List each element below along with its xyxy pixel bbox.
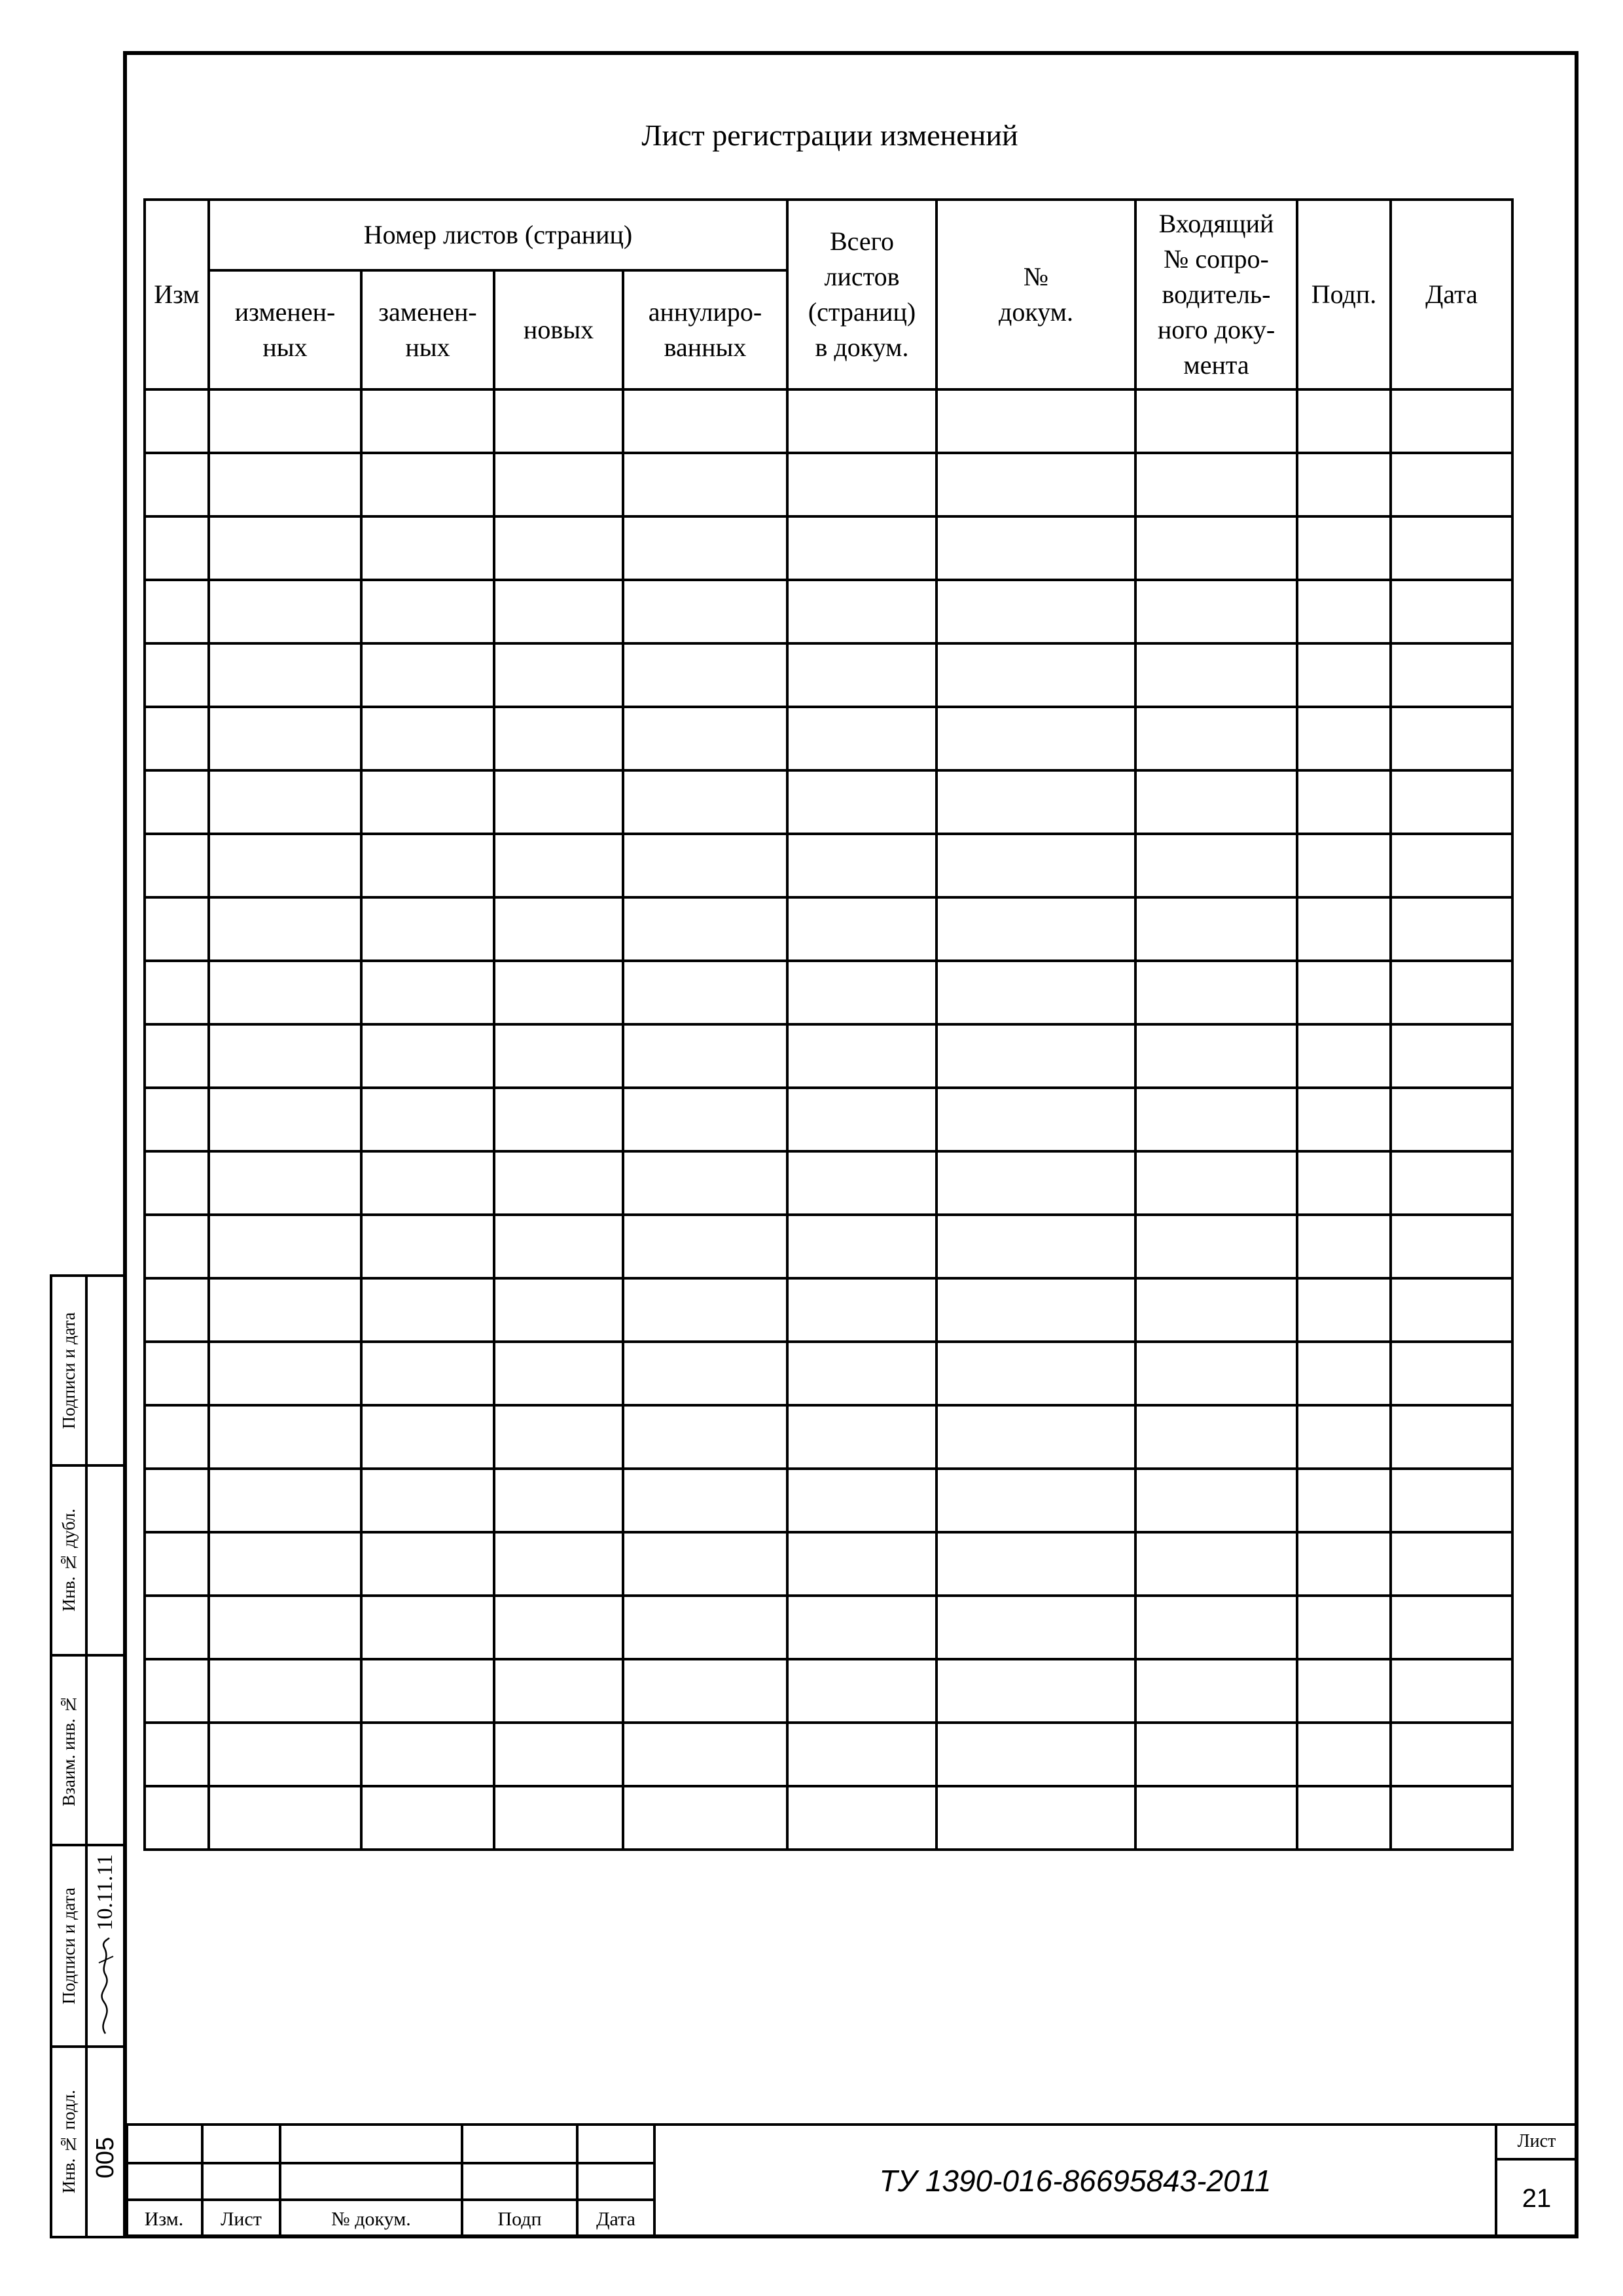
table-cell	[936, 1278, 1135, 1342]
header-changed: изменен-ных	[209, 270, 361, 389]
table-row	[145, 1659, 1512, 1723]
table-cell	[1297, 1659, 1391, 1723]
table-cell	[1135, 1532, 1297, 1596]
table-cell	[1297, 516, 1391, 580]
table-cell	[1391, 1151, 1512, 1215]
table-cell	[209, 1659, 361, 1723]
tb-label-sign: Подп	[497, 2208, 542, 2230]
table-cell	[361, 1278, 494, 1342]
table-cell	[209, 1786, 361, 1850]
table-cell	[787, 1723, 936, 1786]
table-cell	[1297, 897, 1391, 961]
table-cell	[1391, 1024, 1512, 1088]
table-cell	[145, 1088, 209, 1151]
table-cell	[787, 516, 936, 580]
table-cell	[209, 1215, 361, 1278]
table-cell	[145, 1723, 209, 1786]
table-cell	[145, 1786, 209, 1850]
table-cell	[145, 1596, 209, 1659]
header-izm: Изм	[145, 200, 209, 389]
table-cell	[1297, 961, 1391, 1024]
strip-label-mutual-inv: Взаим. инв. №	[50, 1654, 88, 1846]
table-cell	[1391, 580, 1512, 643]
table-cell	[1391, 453, 1512, 516]
table-cell	[1297, 1786, 1391, 1850]
table-cell	[209, 453, 361, 516]
table-cell	[936, 1024, 1135, 1088]
table-cell	[1297, 389, 1391, 453]
strip-value-orig-inv	[85, 2045, 126, 2238]
table-cell	[1297, 1469, 1391, 1532]
table-cell	[209, 1024, 361, 1088]
table-cell	[787, 1151, 936, 1215]
table-cell	[209, 1151, 361, 1215]
table-cell	[494, 1723, 623, 1786]
table-cell	[787, 453, 936, 516]
table-cell	[209, 580, 361, 643]
table-cell	[145, 897, 209, 961]
table-cell	[623, 389, 787, 453]
header-incoming-doc: Входящий № сопро-водитель-ного доку-мента	[1135, 200, 1297, 389]
table-cell	[361, 580, 494, 643]
table-cell	[361, 389, 494, 453]
table-cell	[1391, 961, 1512, 1024]
table-cell	[623, 1278, 787, 1342]
table-cell	[787, 770, 936, 834]
strip-value-mutual-inv	[85, 1654, 126, 1846]
table-cell	[494, 1405, 623, 1469]
table-row	[145, 1151, 1512, 1215]
table-cell	[936, 897, 1135, 961]
table-cell	[1135, 707, 1297, 770]
strip-label-sign-date-2: Подписи и дата	[50, 1844, 88, 2048]
table-row	[145, 1469, 1512, 1532]
table-cell	[361, 1088, 494, 1151]
change-registration-table	[143, 198, 1514, 1851]
table-cell	[494, 1532, 623, 1596]
table-cell	[494, 834, 623, 897]
table-cell	[1135, 516, 1297, 580]
table-cell	[787, 897, 936, 961]
header-sheet-numbers: Номер листов (страниц)	[209, 200, 787, 270]
table-cell	[209, 770, 361, 834]
table-cell	[145, 1469, 209, 1532]
table-cell	[209, 389, 361, 453]
table-cell	[494, 1596, 623, 1659]
table-cell	[1297, 643, 1391, 707]
table-cell	[787, 1278, 936, 1342]
table-cell	[494, 1786, 623, 1850]
table-cell	[936, 516, 1135, 580]
table-cell	[936, 389, 1135, 453]
table-cell	[936, 1469, 1135, 1532]
table-cell	[1391, 1215, 1512, 1278]
table-cell	[1135, 389, 1297, 453]
table-cell	[1135, 1659, 1297, 1723]
table-cell	[1391, 834, 1512, 897]
table-row	[145, 770, 1512, 834]
table-cell	[209, 516, 361, 580]
table-cell	[209, 707, 361, 770]
table-cell	[936, 643, 1135, 707]
header-total-sheets: Всего листов (страниц) в докум.	[787, 200, 936, 389]
table-cell	[936, 1215, 1135, 1278]
table-cell	[145, 1532, 209, 1596]
table-cell	[494, 1278, 623, 1342]
table-row	[145, 834, 1512, 897]
table-cell	[361, 1024, 494, 1088]
table-cell	[1297, 1088, 1391, 1151]
table-cell	[623, 1215, 787, 1278]
table-cell	[787, 1405, 936, 1469]
table-cell	[145, 1151, 209, 1215]
table-cell	[623, 1532, 787, 1596]
table-cell	[145, 516, 209, 580]
inv-number-value: 005	[91, 2137, 119, 2179]
table-cell	[1297, 1723, 1391, 1786]
table-cell	[787, 1342, 936, 1405]
table-cell	[787, 1215, 936, 1278]
table-cell	[145, 1405, 209, 1469]
header-replaced: заменен-ных	[361, 270, 494, 389]
table-row	[145, 707, 1512, 770]
table-cell	[1135, 1024, 1297, 1088]
table-cell	[494, 389, 623, 453]
table-cell	[936, 1151, 1135, 1215]
table-cell	[1391, 643, 1512, 707]
header-doc-number: № докум.	[936, 200, 1135, 389]
table-cell	[1391, 707, 1512, 770]
tb-sheet-number: 21	[1522, 2184, 1552, 2213]
table-cell	[936, 770, 1135, 834]
table-cell	[209, 643, 361, 707]
strip-label-sign-date-1: Подписи и дата	[50, 1274, 88, 1467]
header-new: новых	[494, 270, 623, 389]
table-cell	[494, 961, 623, 1024]
table-cell	[145, 580, 209, 643]
table-cell	[145, 961, 209, 1024]
table-cell	[1391, 1659, 1512, 1723]
table-cell	[936, 707, 1135, 770]
table-cell	[1297, 1151, 1391, 1215]
table-cell	[1391, 389, 1512, 453]
table-cell	[623, 1659, 787, 1723]
header-signature: Подп.	[1297, 200, 1391, 389]
table-cell	[623, 1469, 787, 1532]
table-cell	[787, 707, 936, 770]
table-cell	[1391, 1723, 1512, 1786]
table-cell	[787, 961, 936, 1024]
table-cell	[145, 1215, 209, 1278]
table-row	[145, 643, 1512, 707]
table-cell	[1135, 1723, 1297, 1786]
table-cell	[1391, 1532, 1512, 1596]
table-cell	[623, 1151, 787, 1215]
table-cell	[361, 1659, 494, 1723]
table-cell	[787, 1786, 936, 1850]
table-cell	[1135, 1786, 1297, 1850]
table-row	[145, 1024, 1512, 1088]
table-cell	[623, 1596, 787, 1659]
tb-label-list: Лист	[221, 2208, 262, 2230]
page-title: Лист регистрации изменений	[641, 118, 1018, 152]
table-row	[145, 897, 1512, 961]
table-cell	[361, 707, 494, 770]
table-cell	[623, 1342, 787, 1405]
table-cell	[1297, 1532, 1391, 1596]
table-cell	[209, 1596, 361, 1659]
table-cell	[1297, 834, 1391, 897]
table-cell	[361, 1151, 494, 1215]
table-cell	[936, 961, 1135, 1024]
table-cell	[494, 1151, 623, 1215]
table-cell	[1391, 1469, 1512, 1532]
strip-value-dup-inv	[85, 1464, 126, 1657]
table-row	[145, 961, 1512, 1024]
table-cell	[145, 707, 209, 770]
table-cell	[361, 1532, 494, 1596]
tb-label-date: Дата	[596, 2208, 635, 2230]
table-cell	[1297, 1215, 1391, 1278]
title-block-divider	[126, 2162, 654, 2164]
strip-value-sign-date-2	[85, 1844, 126, 2048]
table-cell	[361, 1215, 494, 1278]
table-cell	[623, 1723, 787, 1786]
table-cell	[494, 516, 623, 580]
table-cell	[209, 961, 361, 1024]
tb-label-doc-no: № докум.	[331, 2208, 411, 2230]
table-row	[145, 453, 1512, 516]
table-cell	[787, 580, 936, 643]
table-cell	[361, 834, 494, 897]
table-cell	[787, 643, 936, 707]
table-row	[145, 1088, 1512, 1151]
table-cell	[361, 453, 494, 516]
table-cell	[145, 453, 209, 516]
table-cell	[623, 834, 787, 897]
table-cell	[936, 1088, 1135, 1151]
table-cell	[623, 770, 787, 834]
table-cell	[145, 1342, 209, 1405]
table-cell	[623, 1088, 787, 1151]
header-date: Дата	[1391, 200, 1512, 389]
table-cell	[1135, 1088, 1297, 1151]
table-cell	[1135, 1469, 1297, 1532]
table-cell	[209, 897, 361, 961]
table-cell	[494, 1659, 623, 1723]
table-cell	[209, 834, 361, 897]
table-cell	[361, 1469, 494, 1532]
table-cell	[145, 1659, 209, 1723]
table-cell	[936, 1723, 1135, 1786]
table-cell	[936, 1596, 1135, 1659]
table-row	[145, 1723, 1512, 1786]
strip-label-dup-inv: Инв. № дубл.	[50, 1464, 88, 1657]
table-cell	[145, 770, 209, 834]
sign-date-value: 10.11.11	[93, 1854, 117, 1930]
table-cell	[145, 834, 209, 897]
table-row	[145, 1532, 1512, 1596]
table-cell	[1391, 1405, 1512, 1469]
table-cell	[361, 1786, 494, 1850]
table-cell	[145, 643, 209, 707]
table-cell	[494, 643, 623, 707]
table-cell	[936, 1786, 1135, 1850]
strip-value-sign-date-1	[85, 1274, 126, 1467]
tb-sheet-label: Лист	[1517, 2130, 1556, 2151]
table-cell	[145, 1024, 209, 1088]
tb-label-izm: Изм.	[144, 2208, 184, 2230]
table-cell	[145, 389, 209, 453]
table-cell	[787, 389, 936, 453]
table-cell	[1135, 580, 1297, 643]
header-annulled: аннулиро-ванных	[623, 270, 787, 389]
table-cell	[1297, 1278, 1391, 1342]
table-cell	[209, 1088, 361, 1151]
table-cell	[1297, 770, 1391, 834]
table-cell	[623, 1405, 787, 1469]
table-cell	[494, 1469, 623, 1532]
table-row	[145, 1278, 1512, 1342]
table-cell	[623, 516, 787, 580]
table-cell	[1135, 1342, 1297, 1405]
table-cell	[361, 643, 494, 707]
table-cell	[1135, 453, 1297, 516]
table-cell	[1391, 1596, 1512, 1659]
table-cell	[936, 1532, 1135, 1596]
table-cell	[1391, 770, 1512, 834]
table-cell	[1135, 770, 1297, 834]
table-cell	[1135, 1278, 1297, 1342]
table-cell	[209, 1723, 361, 1786]
table-cell	[145, 1278, 209, 1342]
table-cell	[936, 834, 1135, 897]
table-cell	[361, 1596, 494, 1659]
table-cell	[1135, 1596, 1297, 1659]
table-cell	[1297, 580, 1391, 643]
table-cell	[787, 1596, 936, 1659]
table-cell	[936, 580, 1135, 643]
table-cell	[936, 1659, 1135, 1723]
table-cell	[1135, 643, 1297, 707]
table-row	[145, 1342, 1512, 1405]
table-cell	[494, 897, 623, 961]
table-cell	[1135, 897, 1297, 961]
table-cell	[1391, 897, 1512, 961]
table-cell	[494, 770, 623, 834]
table-row	[145, 1215, 1512, 1278]
table-cell	[787, 834, 936, 897]
table-cell	[209, 1342, 361, 1405]
table-cell	[787, 1088, 936, 1151]
table-cell	[494, 707, 623, 770]
table-cell	[361, 897, 494, 961]
table-row	[145, 1596, 1512, 1659]
table-cell	[494, 1024, 623, 1088]
table-cell	[787, 1024, 936, 1088]
table-cell	[1135, 961, 1297, 1024]
table-cell	[494, 453, 623, 516]
table-cell	[787, 1659, 936, 1723]
table-cell	[936, 1342, 1135, 1405]
table-cell	[361, 1723, 494, 1786]
table-cell	[1391, 516, 1512, 580]
table-cell	[209, 1469, 361, 1532]
table-cell	[1297, 453, 1391, 516]
table-cell	[494, 1342, 623, 1405]
table-cell	[361, 1405, 494, 1469]
table-cell	[361, 961, 494, 1024]
table-cell	[623, 1786, 787, 1850]
table-cell	[361, 1342, 494, 1405]
table-cell	[1135, 1405, 1297, 1469]
table-cell	[1297, 707, 1391, 770]
table-cell	[623, 707, 787, 770]
signature-icon	[92, 1937, 118, 2035]
table-row	[145, 580, 1512, 643]
table-row	[145, 1405, 1512, 1469]
table-cell	[494, 1215, 623, 1278]
table-cell	[209, 1278, 361, 1342]
table-cell	[494, 580, 623, 643]
table-cell	[1135, 1215, 1297, 1278]
table-cell	[361, 770, 494, 834]
table-cell	[1391, 1278, 1512, 1342]
document-designation: ТУ 1390-016-86695843-2011	[879, 2164, 1272, 2198]
table-cell	[623, 580, 787, 643]
table-cell	[1135, 834, 1297, 897]
table-row	[145, 516, 1512, 580]
table-cell	[623, 643, 787, 707]
table-cell	[1391, 1786, 1512, 1850]
table-cell	[1391, 1342, 1512, 1405]
strip-label-orig-inv: Инв. № подл.	[50, 2045, 88, 2238]
table-cell	[623, 1024, 787, 1088]
table-cell	[936, 453, 1135, 516]
table-cell	[494, 1088, 623, 1151]
table-row	[145, 389, 1512, 453]
table-cell	[1297, 1596, 1391, 1659]
table-cell	[1297, 1024, 1391, 1088]
table-cell	[787, 1469, 936, 1532]
table-cell	[787, 1532, 936, 1596]
table-cell	[623, 453, 787, 516]
table-cell	[623, 897, 787, 961]
table-cell	[936, 1405, 1135, 1469]
table-cell	[1391, 1088, 1512, 1151]
table-cell	[1135, 1151, 1297, 1215]
table-cell	[1297, 1342, 1391, 1405]
table-cell	[209, 1405, 361, 1469]
table-row	[145, 1786, 1512, 1850]
table-cell	[209, 1532, 361, 1596]
table-cell	[1297, 1405, 1391, 1469]
table-cell	[623, 961, 787, 1024]
table-cell	[361, 516, 494, 580]
